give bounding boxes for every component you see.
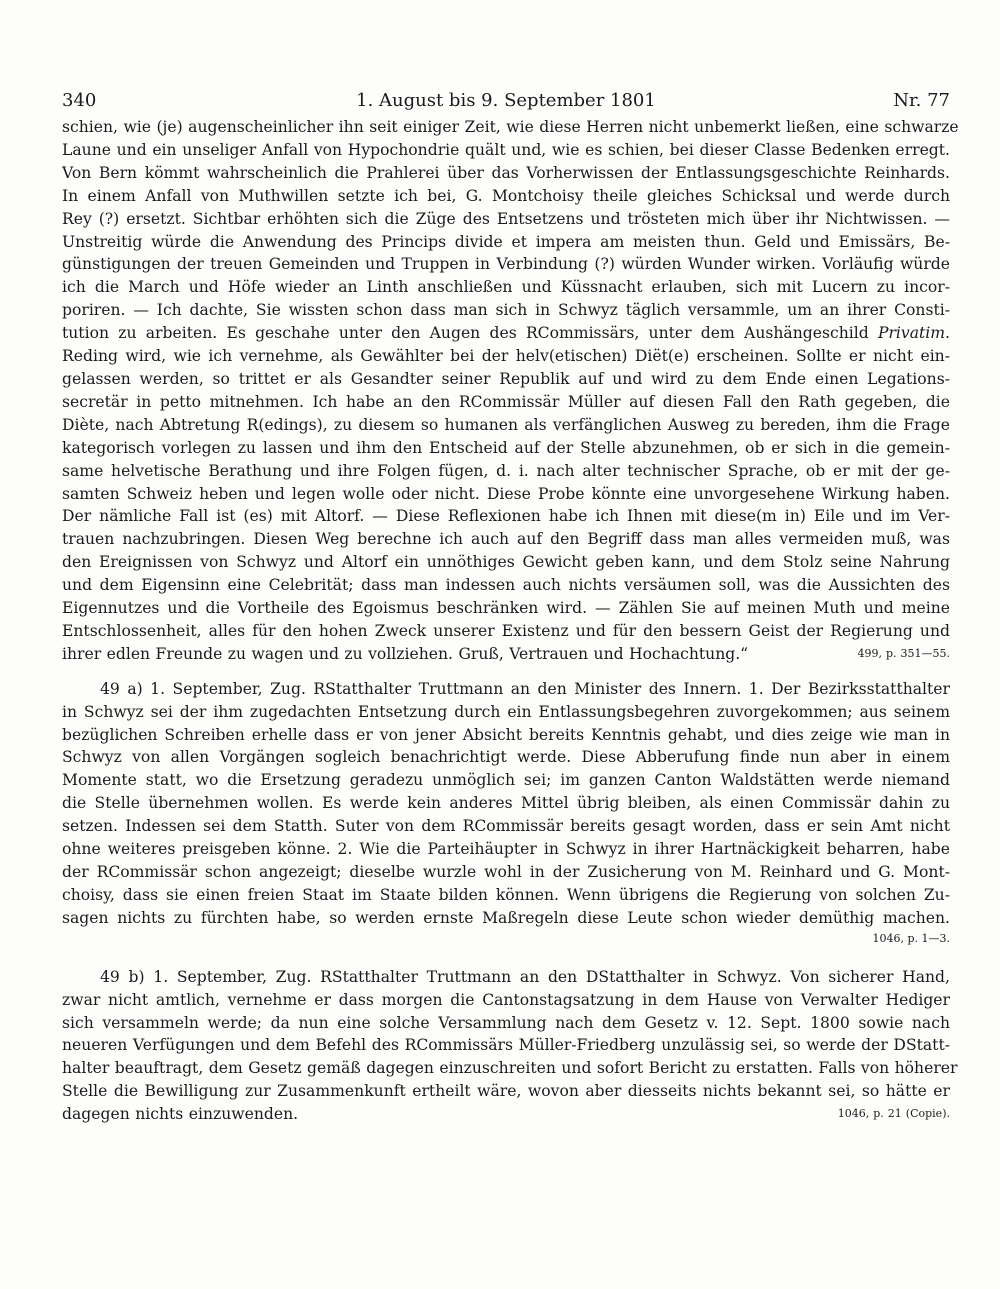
text-line: sagen nichts zu fürchten habe, so werden ernste Maßregeln diese Leute schon wieder demüthig machen. — [62, 908, 950, 927]
header-title: 1. August bis 9. September 1801 — [356, 90, 656, 111]
text-line: 49 a) 1. September, Zug. RStatthalter Truttmann an den Minister des Innern. 1. Der Bezirksstatthalter — [100, 679, 950, 698]
running-header — [62, 86, 950, 116]
text-line: Rey (?) ersetzt. Sichtbar erhöhten sich die Züge des Entsetzens und trösteten mich über ihr Nichtwissen. — — [62, 209, 950, 228]
document-number: Nr. 77 — [893, 90, 950, 111]
page-number: 340 — [62, 90, 97, 111]
text-line: Eigennutzes und die Vortheile des Egoismus beschränken wird. — Zählen Sie auf meinen Muth und meine — [62, 599, 950, 618]
text-line: poriren. — Ich dachte, Sie wissten schon dass man sich in Schwyz täglich versammle, um an ihrer Consti- — [62, 301, 950, 320]
text-line: kategorisch vorlegen zu lassen und ihm den Entscheid auf der Stelle abzunehmen, ob er sich in die gemein- — [62, 438, 950, 457]
italic-word: Privatim. — [877, 324, 950, 343]
text-line: Von Bern kömmt wahrscheinlich die Prahlerei über das Vorherwissen der Entlassungsgeschichte Reinhards. — [62, 163, 950, 182]
text-segment: ihrer edlen Freunde zu wagen und zu vollziehen. Gruß, Vertrauen und Hochachtung.“ — [62, 644, 749, 663]
text-segment: tution zu arbeiten. Es geschahe unter den Augen des RCommissärs, unter dem Aushängeschild — [62, 324, 869, 343]
text-line: In einem Anfall von Muthwillen setzte ich bei, G. Montchoisy theile gleiches Schicksal und werde durch — [62, 186, 950, 205]
text-line: und dem Eigensinn eine Celebrität; dass man indessen auch nichts versäumen soll, was die Aussichten des — [62, 576, 950, 595]
text-line: gelassen werden, so trittet er als Gesandter seiner Republik auf und wird zu dem Ende einen Legations- — [62, 369, 950, 388]
text-line: Entschlossenheit, alles für den hohen Zweck unserer Existenz und für den bessern Geist der Regierung und — [62, 621, 950, 640]
text-line: Stelle die Bewilligung zur Zusammenkunft ertheilt wäre, wovon aber diesseits nichts bekannt sei, so hätte er — [62, 1082, 950, 1101]
text-line: Der nämliche Fall ist (es) mit Altorf. — Diese Reflexionen habe ich Ihnen mit diese(m in) Eile und im Ver- — [62, 507, 950, 526]
text-line: Reding wird, wie ich vernehme, als Gewählter bei der helv(etischen) Diët(e) erscheinen. Sollte er nicht ein- — [62, 347, 950, 366]
text-line: günstigungen der treuen Gemeinden und Truppen in Verbindung (?) würden Wunder wirken. Vorläufig würde — [62, 255, 950, 274]
text-line: secretär in petto mitnehmen. Ich habe an den RCommissär Müller auf diesen Fall den Rath gegeben, die — [62, 392, 950, 411]
text-line: Momente statt, wo die Ersetzung geradezu unmöglich sei; im ganzen Canton Waldstätten werde niemand — [62, 771, 950, 790]
text-line: Diète, nach Abtretung R(edings), zu diesem so humanen als verfänglichen Ausweg zu bereden, ihm die Frage — [62, 415, 950, 434]
text-line: same helvetische Berathung und ihre Folgen fügen, d. i. nach alter technischer Sprache, ob er mit der ge- — [62, 461, 950, 480]
text-line: halter beauftragt, dem Gesetz gemäß dagegen einzuschreiten und sofort Bericht zu erstatten. Falls von höherer — [62, 1059, 958, 1078]
text-line: Laune und ein unseliger Anfall von Hypochondrie quält und, wie es schien, bei dieser Classe Bedenken erregt. — [62, 140, 950, 159]
text-line: setzen. Indessen sei dem Statth. Suter von dem RCommissär bereits gesagt worden, dass er sein Amt nicht — [62, 817, 950, 836]
text-line: zwar nicht amtlich, vernehme er dass morgen die Cantonstagsatzung in dem Hause von Verwalter Hediger — [62, 990, 950, 1009]
text-line: Unstreitig würde die Anwendung des Princips divide et impera am meisten thun. Geld und Emissärs, Be- — [62, 232, 950, 251]
entry-49a — [62, 678, 950, 930]
text-line: Schwyz von allen Vorgängen sogleich benachrichtigt werde. Diese Abberufung finde nun aber in einem — [62, 748, 950, 767]
text-segment: dagegen nichts einzuwenden. — [62, 1105, 299, 1124]
text-line: choisy, dass sie einen freien Staat im Staate bilden können. Wenn übrigens die Regierung von solchen Zu- — [62, 885, 950, 904]
text-line: bezüglichen Schreiben erhelle dass er von jener Absicht bereits Kenntnis gehabt, und dies zeige wie man in — [62, 725, 950, 744]
text-line: schien, wie (je) augenscheinlicher ihn seit einiger Zeit, wie diese Herren nicht unbemerkt ließen, eine schwarze — [62, 118, 959, 136]
text-line-with-italic — [62, 322, 950, 345]
text-line: den Ereignissen von Schwyz und Altorf ein unnöthiges Gewicht geben kann, und dem Stolz seine Nahrung — [62, 553, 950, 572]
page — [62, 86, 959, 1126]
letter-continuation — [62, 116, 959, 666]
text-line: neueren Verfügungen und dem Befehl des RCommissärs Müller-Friedberg unzulässig sei, so werde der DStatt- — [62, 1036, 950, 1055]
text-line: in Schwyz sei der ihm zugedachten Entsetzung durch ein Entlassungsbegehren zuvorgekommen; aus seinem — [62, 702, 950, 721]
text-line: der RCommissär schon angezeigt; dieselbe wurzle wohl in der Zusicherung von M. Reinhard und G. Mont- — [62, 863, 950, 881]
entry-49b — [62, 966, 958, 1126]
text-line: ich die March und Höfe wieder an Linth anschließen und Küssnacht erlauben, sich mit Lucern zu incor- — [62, 278, 950, 297]
archive-reference: 1046, p. 1—3. — [872, 931, 950, 945]
text-line: 49 b) 1. September, Zug. RStatthalter Truttmann an den DStatthalter in Schwyz. Von sicherer Hand, — [100, 967, 950, 986]
text-line: sich versammeln werde; da nun eine solche Versammlung nach dem Gesetz v. 12. Sept. 1800 sowie nach — [62, 1013, 950, 1032]
text-line: samten Schweiz heben und legen wolle oder nicht. Diese Probe könnte eine unvorgesehene Wirkung haben. — [62, 484, 950, 503]
text-line: die Stelle übernehmen wollen. Es werde kein anderes Mittel übrig bleiben, als einen Commissär dahin zu — [62, 794, 950, 813]
archive-reference: 1046, p. 21 (Copie). — [837, 1107, 950, 1121]
text-line-last — [62, 643, 950, 666]
text-line-last — [62, 1103, 950, 1126]
text-line: trauen nachzubringen. Diesen Weg berechne ich auch auf den Begriff dass man alles vermeiden muß, was — [62, 530, 950, 549]
text-line: ohne weiteres preisgeben könne. 2. Wie die Parteihäupter in Schwyz in ihrer Hartnäckigkeit beharren, habe — [62, 840, 950, 859]
archive-reference: 499, p. 351—55. — [857, 646, 950, 660]
